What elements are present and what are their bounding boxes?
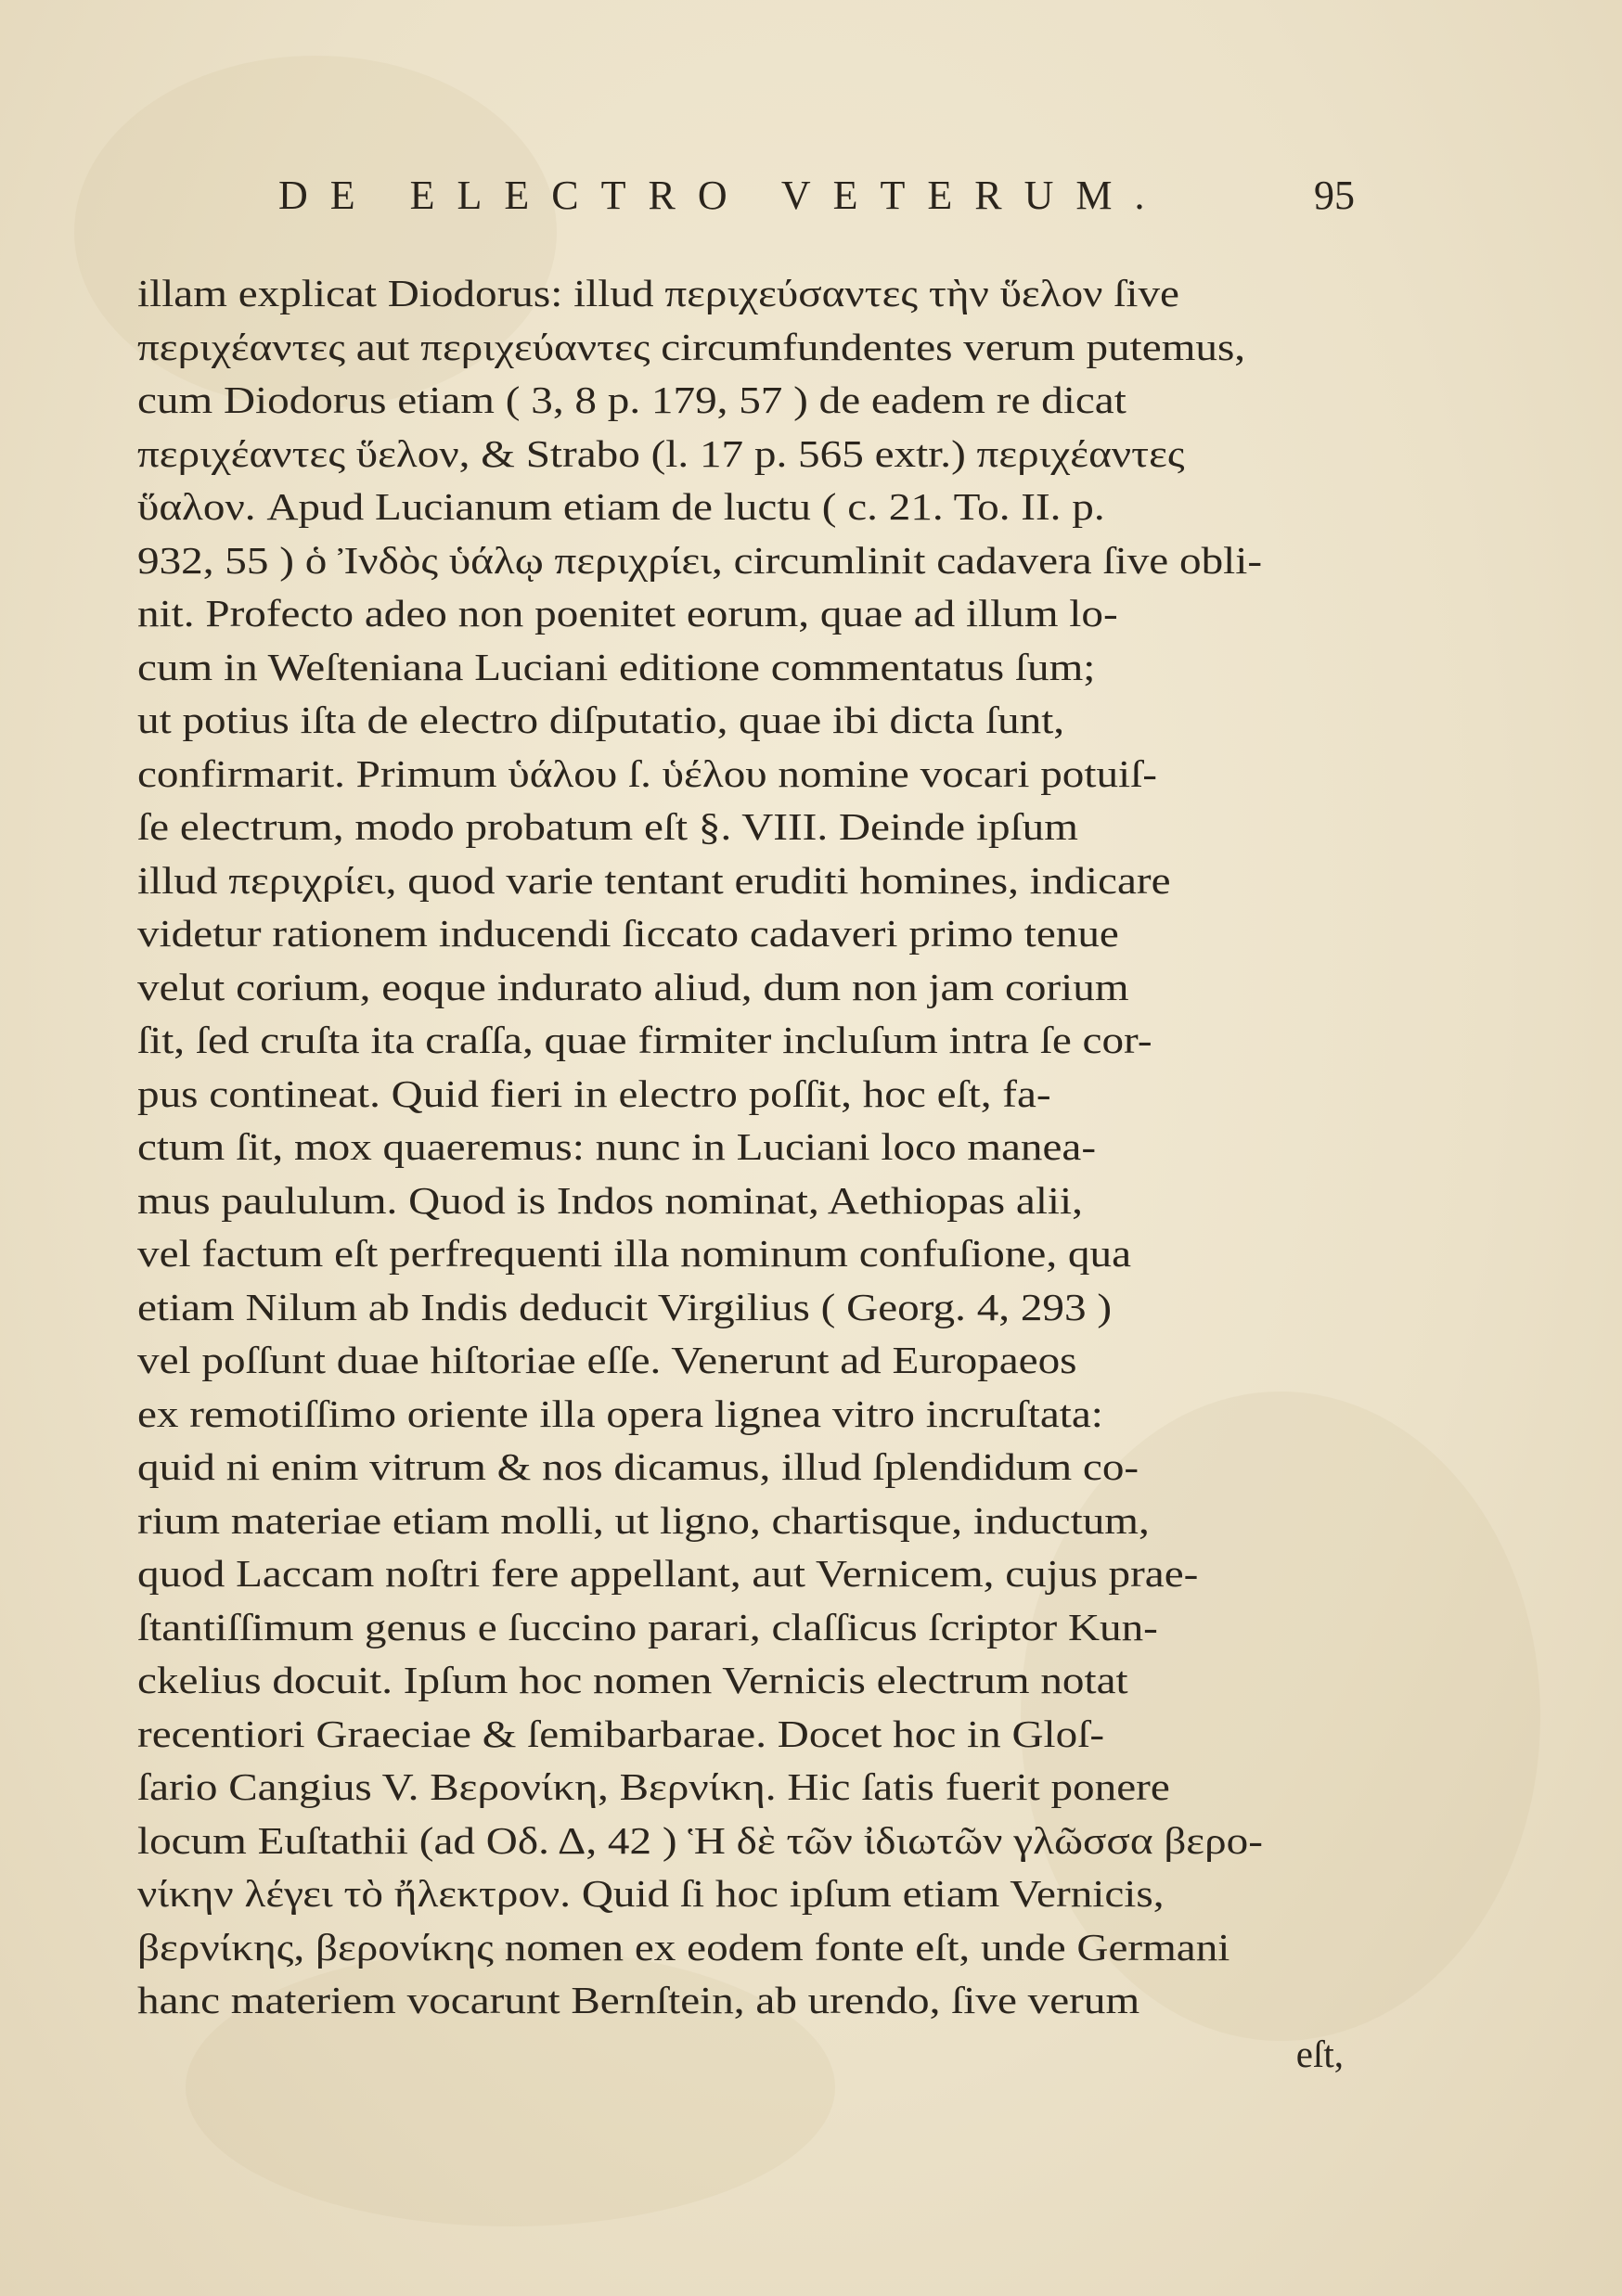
text-line: περιχέαντες aut περιχεύαντες circumfundentes verum putemus,	[137, 325, 1246, 368]
text-line: illud περιχρίει, quod varie tentant eruditi homines, indicare	[137, 858, 1171, 902]
text-line: vel poſſunt duae hiſtoriae eſſe. Venerunt ad Europaeos	[137, 1339, 1077, 1381]
running-title: DE ELECTRO VETERUM.	[278, 173, 1167, 218]
text-line: περιχέαντες ὕελον, & Strabo (l. 17 p. 565 extr.) περιχέαντες	[137, 431, 1185, 475]
text-line: ſe electrum, modo probatum eſt §. VIII. Deinde ipſum	[137, 805, 1078, 848]
text-line: illam explicat Diodorus: illud περιχεύσαντες τὴν ὕελον ſive	[137, 272, 1179, 314]
text-line: ckelius docuit. Ipſum hoc nomen Vernicis electrum notat	[137, 1659, 1128, 1701]
text-line: ὕαλον. Apud Lucianum etiam de luctu ( c. 21. To. II. p.	[137, 485, 1105, 528]
body-text	[137, 267, 1344, 2081]
text-line: vel factum eſt perfrequenti illa nominum confuſione, qua	[137, 1232, 1132, 1275]
text-line: recentiori Graeciae & ſemibarbarae. Docet hoc in Gloſ-	[137, 1712, 1105, 1755]
text-line: nit. Profecto adeo non poenitet eorum, quae ad illum lo-	[137, 592, 1118, 635]
text-line: ſit, ſed cruſta ita craſſa, quae firmiter incluſum intra ſe cor-	[137, 1019, 1152, 1061]
text-line: rium materiae etiam molli, ut ligno, chartisque, inductum,	[137, 1498, 1150, 1542]
text-line: confirmarit. Primum ὑάλου ſ. ὑέλου nomine vocari potuiſ-	[137, 751, 1157, 795]
text-line: ut potius iſta de electro diſputatio, quae ibi dicta ſunt,	[137, 699, 1065, 741]
text-line: mus paululum. Quod is Indos nominat, Aethiopas alii,	[137, 1178, 1083, 1222]
text-line: νίκην λέγει τὸ ἤλεκτρον. Quid ſi hoc ipſum etiam Vernicis,	[137, 1872, 1165, 1915]
text-line: ſario Cangius V. Βερονίκη, Βερνίκη. Hic ſatis fuerit ponere	[137, 1765, 1170, 1808]
text-line: quod Laccam noſtri fere appellant, aut Vernicem, cujus prae-	[137, 1552, 1199, 1595]
text-line: βερνίκης, βερονίκης nomen ex eodem fonte eſt, unde Germani	[137, 1925, 1230, 1969]
text-line: ex remotiſſimo oriente illa opera lignea vitro incruſtata:	[137, 1392, 1103, 1435]
text-line: 932, 55 ) ὁ Ἰνδὸς ὑάλῳ περιχρίει, circumlinit cadavera ſive obli-	[137, 538, 1263, 582]
page-header	[278, 172, 1355, 227]
text-line: videtur rationem inducendi ſiccato cadaveri primo tenue	[137, 912, 1119, 955]
text-line: cum Diodorus etiam ( 3, 8 p. 179, 57 ) de eadem re dicat	[137, 378, 1126, 421]
catchword: eſt,	[1295, 2032, 1344, 2075]
text-line: pus contineat. Quid fieri in electro poſſit, hoc eſt, fa-	[137, 1071, 1051, 1115]
text-line: velut corium, eoque indurato aliud, dum non jam corium	[137, 965, 1129, 1008]
page-number: 95	[1314, 173, 1355, 218]
text-line: locum Euſtathii (ad Οδ. Δ, 42 ) Ἡ δὲ τῶν ἰδιωτῶν γλῶσσα βερο-	[137, 1818, 1263, 1862]
text-line: etiam Nilum ab Indis deducit Virgilius ( Georg. 4, 293 )	[137, 1285, 1113, 1328]
text-line: ctum ſit, mox quaeremus: nunc in Luciani loco manea-	[137, 1125, 1097, 1168]
text-line: ſtantiſſimum genus e ſuccino parari, claſſicus ſcriptor Kun-	[137, 1605, 1158, 1648]
text-line: cum in Weſteniana Luciani editione commentatus ſum;	[137, 645, 1096, 688]
text-line: hanc materiem vocarunt Bernſtein, ab urendo, ſive verum	[137, 1979, 1140, 2021]
text-line: quid ni enim vitrum & nos dicamus, illud ſplendidum co-	[137, 1445, 1139, 1488]
